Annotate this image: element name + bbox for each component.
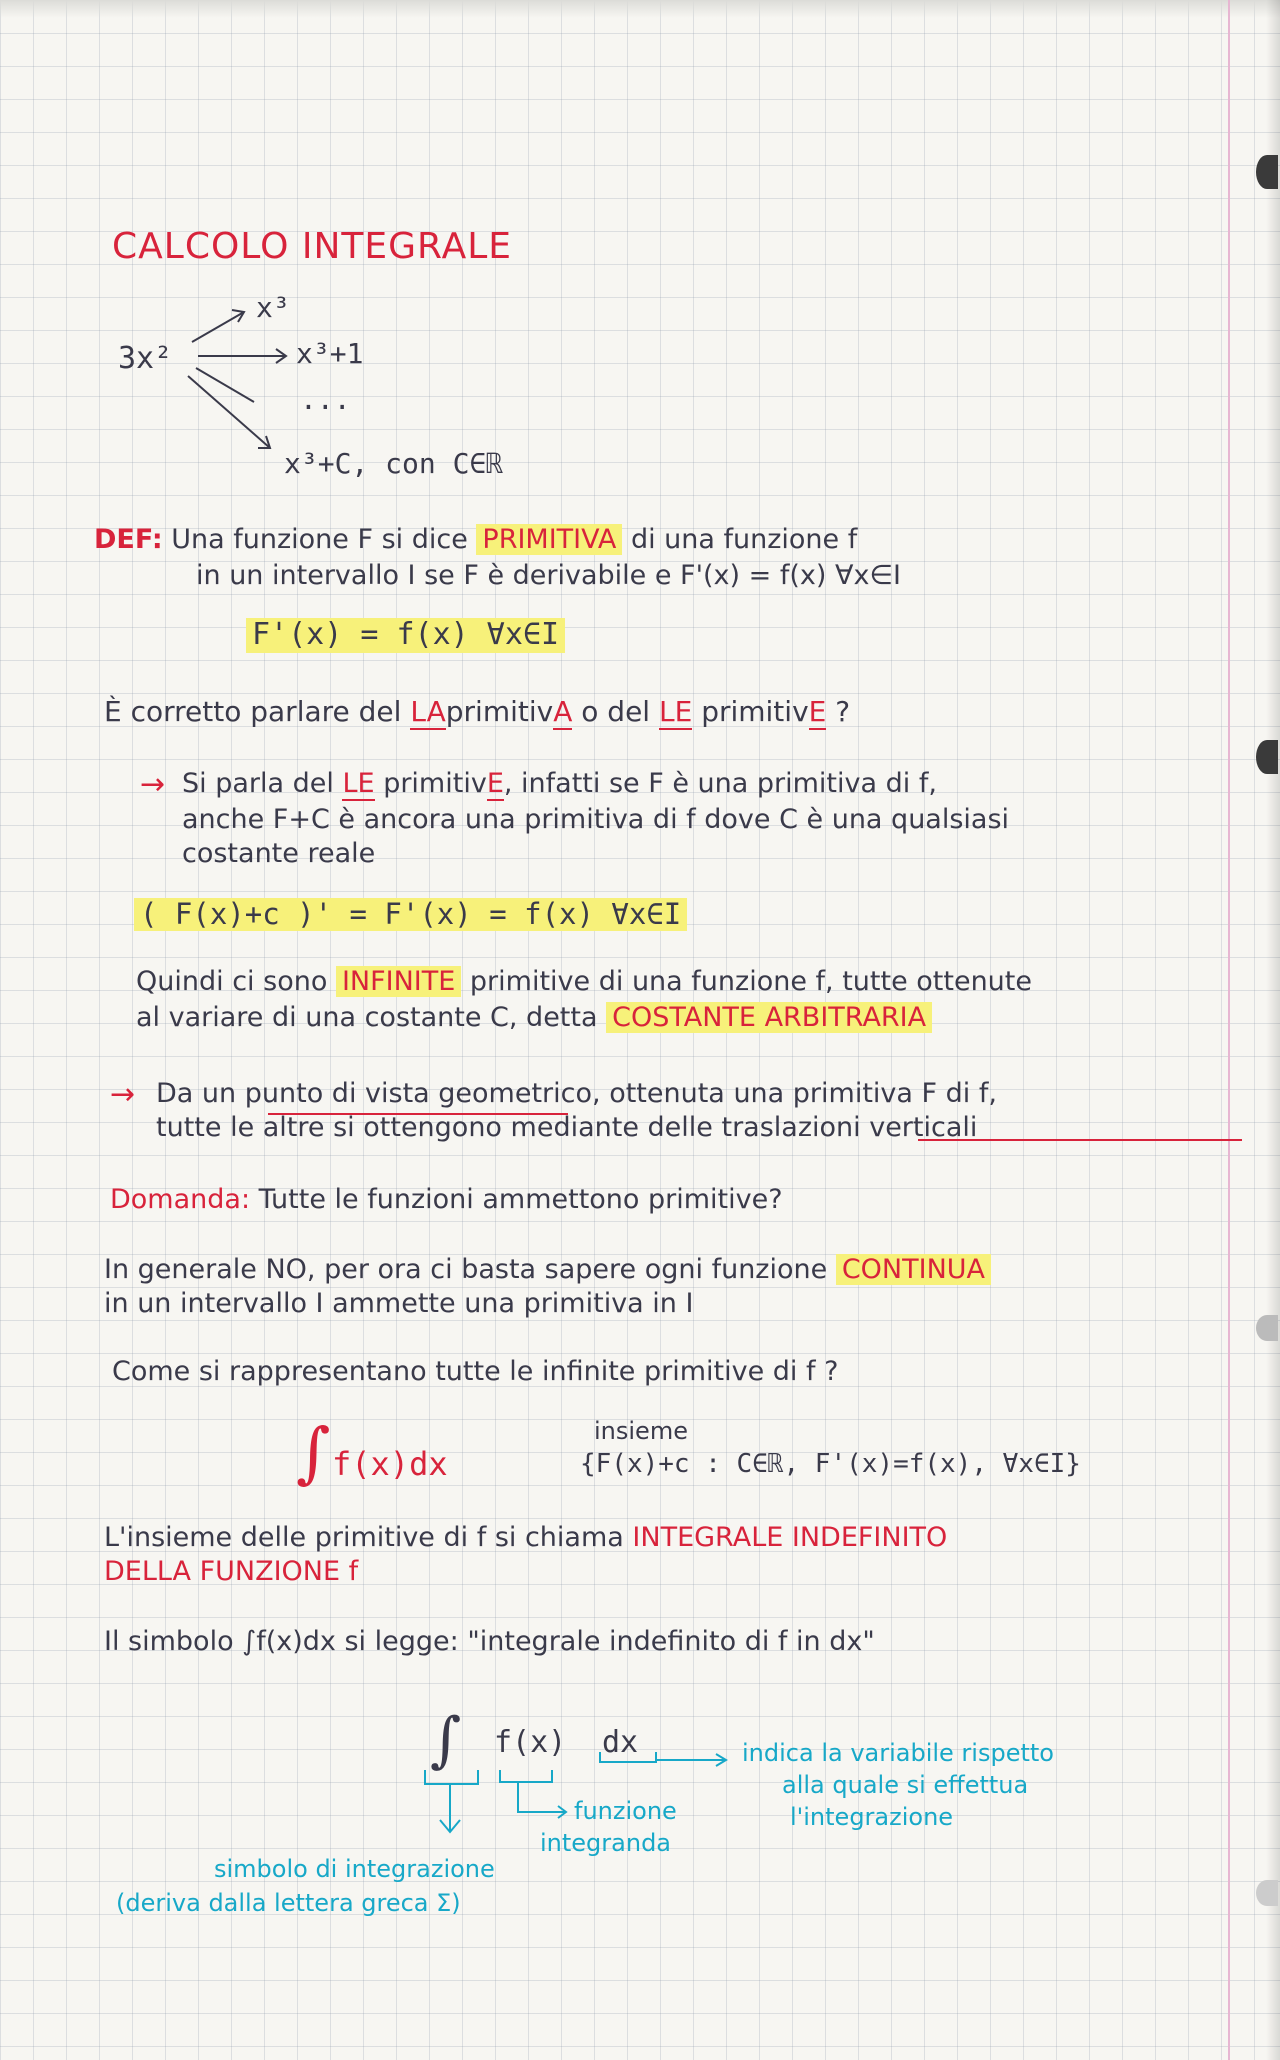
integral-expr: f(x)dx — [332, 1445, 448, 1483]
risposta-text: In generale NO, per ora ci basta sapere ogni funzione — [104, 1254, 828, 1285]
diagram-term: x³+1 — [296, 337, 364, 370]
simbolo-line: Il simbolo ∫f(x)dx si legge: "integrale indefinito di f in dx" — [104, 1626, 875, 1657]
geo-text: Da un — [156, 1078, 237, 1109]
a-text: primitiv — [383, 768, 487, 799]
diagram-term: ... — [300, 383, 351, 416]
note-variable-1: indica la variabile rispetto — [742, 1739, 1054, 1767]
quindi-keyword: COSTANTE ARBITRARIA — [606, 1002, 932, 1033]
a-text: , infatti se F è una primitiva di f, — [503, 768, 937, 799]
geo-text: tutte le altre si ottengono mediante delle — [156, 1112, 713, 1143]
q-text: È corretto parlare del — [104, 695, 402, 728]
domanda-line — [110, 1184, 783, 1215]
def-text: di una funzione f — [630, 524, 858, 555]
def-keyword: PRIMITIVA — [476, 524, 622, 555]
diagram-source: 3x² — [118, 341, 173, 376]
anatomy-fx: f(x) — [494, 1725, 567, 1760]
risposta-line-2: in un intervallo I ammette una primitiva in I — [104, 1288, 694, 1319]
quindi-keyword: INFINITE — [336, 966, 461, 997]
q-emph: E — [808, 695, 827, 728]
q-text: primitiv — [445, 695, 554, 728]
question-1 — [104, 696, 850, 728]
integral-sign: ∫ — [296, 1414, 331, 1491]
def-text: Una funzione F si dice — [171, 524, 468, 555]
quindi-text: primitive di una funzione f, tutte ottenute — [469, 966, 1032, 997]
insieme-label: insieme — [594, 1417, 688, 1445]
def-label: DEF: — [94, 524, 163, 555]
geo-text: , ottenuta una primitiva F di f, — [592, 1078, 997, 1109]
note-variable-2: alla quale si effettua — [782, 1771, 1029, 1799]
def-line-2: in un intervallo I se F è derivabile e F'(x) = f(x) ∀x∈I — [196, 560, 901, 591]
insieme-keyword: INTEGRALE INDEFINITO — [632, 1522, 948, 1553]
note-variable-3: l'integrazione — [790, 1803, 954, 1831]
quindi-line-1 — [136, 966, 1032, 997]
geo-emph: traslazioni verticali — [721, 1112, 978, 1143]
quindi-text: Quindi ci sono — [136, 966, 328, 997]
q-emph: LE — [658, 695, 693, 728]
note-simbolo-1: simbolo di integrazione — [214, 1855, 495, 1883]
answer-line-1 — [182, 768, 937, 799]
note-integranda-2: integranda — [540, 1829, 672, 1857]
answer-line-2: anche F+C è ancora una primitiva di f dove C è una qualsiasi — [182, 804, 1010, 835]
q-text: primitiv — [701, 695, 809, 728]
q-text: o del — [581, 695, 651, 728]
quindi-text: al variare di una costante C, detta — [136, 1002, 598, 1033]
diagram-term: x³ — [256, 291, 290, 324]
domanda-text: Tutte le funzioni ammettono primitive? — [258, 1184, 783, 1215]
derivative-formula: ( F(x)+c )' = F'(x) = f(x) ∀x∈I — [134, 898, 687, 931]
note-simbolo-2: (deriva dalla lettera greca Σ) — [116, 1889, 461, 1917]
answer-line-3: costante reale — [182, 838, 376, 869]
risposta-line-1 — [104, 1254, 991, 1285]
page-title: CALCOLO INTEGRALE — [112, 226, 513, 267]
come-question: Come si rappresentano tutte le infinite primitive di f ? — [112, 1356, 839, 1387]
q-emph: LA — [410, 695, 446, 728]
primitive-set: {F(x)+c : C∈ℝ, F'(x)=f(x), ∀x∈I} — [580, 1449, 1081, 1479]
geo-line-1 — [156, 1078, 997, 1109]
insieme-text: L'insieme delle primitive di f si chiama — [104, 1522, 624, 1553]
a-emph: LE — [342, 768, 375, 799]
anatomy-int-sign: ∫ — [430, 1705, 462, 1775]
a-emph: E — [486, 768, 504, 799]
geo-line-2 — [156, 1112, 977, 1143]
arrow-bullet: → — [140, 767, 166, 802]
anatomy-dx: dx — [602, 1725, 639, 1760]
insieme-def-line-1 — [104, 1522, 947, 1553]
domanda-label: Domanda: — [110, 1184, 251, 1215]
note-integranda-1: funzione — [574, 1797, 677, 1825]
geo-emph: punto di vista geometrico — [244, 1078, 593, 1109]
def-line-1 — [94, 524, 857, 555]
q-text: ? — [835, 695, 851, 728]
risposta-keyword: CONTINUA — [836, 1254, 991, 1285]
quindi-line-2 — [136, 1002, 932, 1033]
def-formula: F'(x) = f(x) ∀x∈I — [246, 618, 565, 653]
arrow-bullet: → — [110, 1077, 136, 1112]
q-emph: A — [553, 695, 573, 728]
a-text: Si parla del — [182, 768, 334, 799]
insieme-def-line-2: DELLA FUNZIONE f — [104, 1556, 359, 1587]
diagram-term: x³+C, con C∈ℝ — [284, 447, 504, 480]
